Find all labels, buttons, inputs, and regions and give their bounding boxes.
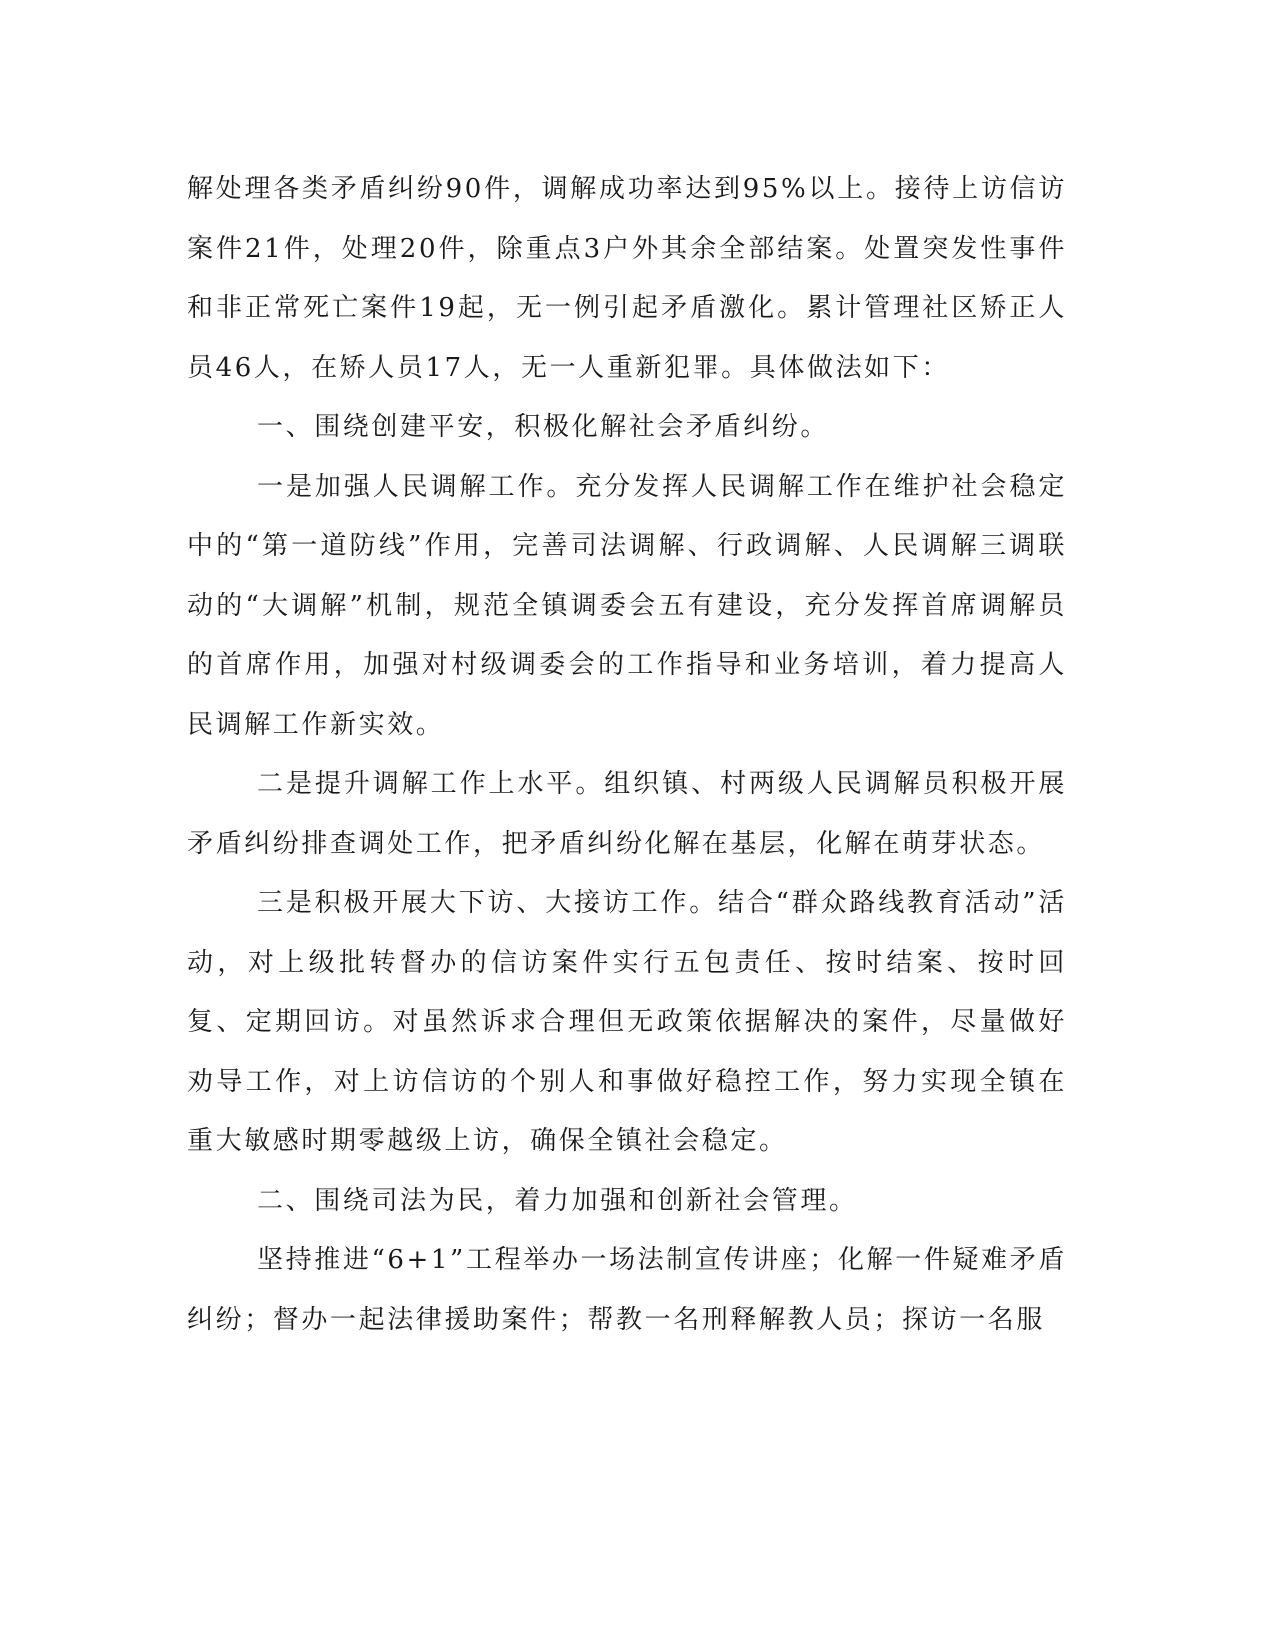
section-heading-1: 一、围绕创建平安，积极化解社会矛盾纠纷。 (257, 412, 830, 442)
paragraph-summary: 解处理各类矛盾纠纷90件，调解成功率达到95%以上。接待上访信访案件21件，处理20件，除重点3户外其余全部结案。处置突发性事件和非正常死亡案件19起，无一例引起矛盾激化。累计管理社区矫正人员46人，在矫人员17人，无一人重新犯罪。具体做法如下： (187, 174, 1067, 383)
paragraph-petition-work: 三是积极开展大下访、大接访工作。结合“群众路线教育活动”活动，对上级批转督办的信访案件实行五包责任、按时结案、按时回复、定期回访。对虽然诉求合理但无政策依据解决的案件，尽量做好劝导工作，对上访信访的个别人和事做好稳控工作，努力实现全镇在重大敏感时期零越级上访，确保全镇社会稳定。 (187, 888, 1067, 1156)
section-heading-2: 二、围绕司法为民，着力加强和创新社会管理。 (257, 1185, 858, 1216)
paragraph-6plus1-project: 坚持推进“6+1”工程举办一场法制宣传讲座；化解一件疑难矛盾纠纷；督办一起法律援助案件；帮教一名刑释解教人员；探访一名服 (187, 1245, 1067, 1335)
paragraph-mediation-work: 一是加强人民调解工作。充分发挥人民调解工作在维护社会稳定中的“第一道防线”作用，完善司法调解、行政调解、人民调解三调联动的“大调解”机制，规范全镇调委会五有建设，充分发挥首席调解员的首席作用，加强对村级调委会的工作指导和业务培训，着力提高人民调解工作新实效。 (187, 471, 1067, 740)
document-body (187, 160, 1067, 1350)
paragraph-mediation-level: 二是提升调解工作上水平。组织镇、村两级人民调解员积极开展矛盾纠纷排查调处工作，把矛盾纠纷化解在基层，化解在萌芽状态。 (187, 769, 1067, 859)
